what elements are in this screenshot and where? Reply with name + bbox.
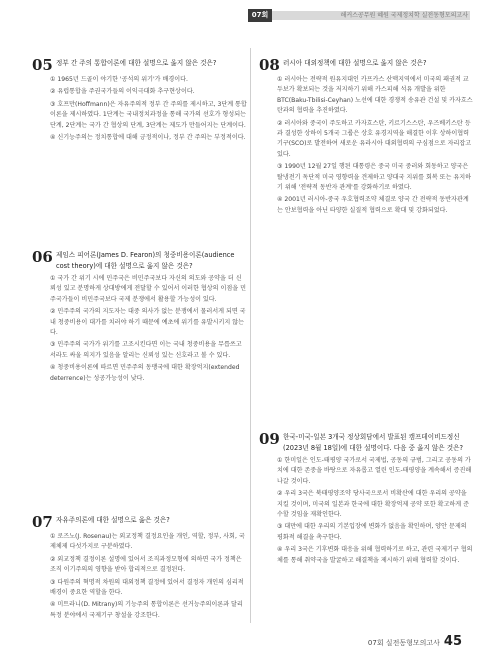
- option-3[interactable]: ③ 1990년 12월 27일 행된 대통령은 중국 미국 중러와 회동하고 양국은 탈냉전기 독단적 미국 영향력을 견제하고 양대국 지위를 회복 또는 유지하기 위해 '전략적 동반자 관계'를 강화하기로 하였다.: [277, 163, 472, 192]
- option-1[interactable]: ① 1965년 드골이 야기한 '공석의 위기'가 배경이다.: [50, 76, 188, 83]
- option-3[interactable]: ③ 대만에 대한 우리의 기본입장에 변화가 없음을 확인하며, 양안 문제의 평화적 해결을 촉구한다.: [277, 523, 467, 541]
- question-stem: 한국-미국-일본 3개국 정상회담에서 발표된 캠프데이비드정신(2023년 8월 18일)에 대한 설명이다. 다음 중 옳지 않은 것은?: [283, 433, 463, 452]
- page-footer: [368, 634, 462, 649]
- question-08: [259, 58, 474, 218]
- option-4[interactable]: ④ 우리 3국은 기후변화 대응을 위해 협력하기로 하고, 관련 국제기구 협의체를 통해 취약국을 발굴하고 해결책을 제시하기 위해 협력할 것이다.: [277, 546, 473, 564]
- question-stem: 제임스 피어론(James D. Fearon)의 청중비용이론(audience cost theory)에 대한 설명으로 옳지 않은 것은?: [56, 251, 235, 270]
- option-4[interactable]: ④ 미트라니(D. Mitrany)의 기능주의 통합이론은 선거능주의이론과 달리 특정 분야에서 국제기구 창설을 강조한다.: [50, 601, 243, 619]
- column-divider: [250, 48, 251, 623]
- question-number: 07: [32, 513, 53, 531]
- option-4[interactable]: ④ 2001년 러시아-중국 우호협력조약 체결로 양국 간 전략적 동반자관계는 안보협력을 아닌 타양한 실질적 협력으로 확대 및 강화되었다.: [277, 196, 469, 214]
- question-05: [32, 58, 247, 145]
- option-1[interactable]: ① 국가 간 위기 시에 민주국은 비민주국보다 자신의 의도와 공약을 더 신뢰성 있고 분명하게 상대방에게 전달할 수 있어서 이러한 협상의 이점을 민주국가들이 비민주국보다 국제 분쟁에서 활용할 가능성이 있다.: [50, 275, 246, 303]
- page-header: [0, 0, 500, 30]
- option-4[interactable]: ④ 신기능주의는 정치통합에 대해 긍정적이나, 정부 간 주의는 부정적이다.: [50, 134, 246, 142]
- question-stem: 자유주의론에 대한 설명으로 옳은 것은?: [56, 516, 170, 524]
- option-2[interactable]: ② 러시아와 중국이 주도하고 카자흐스탄, 키르기스스탄, 우즈베키스탄 등과 결성한 상하이 5개국 그룹은 상호 유경지역을 해결한 이후 상하이협력기구(SCO)로 발전하여 새로운 유라시아 대외협력의 구심점으로 자리잡고 있다.: [277, 119, 472, 158]
- option-3[interactable]: ③ 호프만(Hoffmann)은 자유주의적 정부 간 주의를 제시하고, 3단계 통합이론을 제시하였다. 1단계는 국내정치과정을 통해 국가의 선호가 형성되는 단계, 2단계는 국가 간 협상의 단계, 3단계는 제도가 만들어지는 단계이다.: [50, 100, 247, 129]
- page-number: 45: [443, 634, 462, 649]
- option-4[interactable]: ④ 청중비용이론에 따르면 민주주의 동맹국에 대한 확장억지(extended deterrence)는 성공가능성이 낮다.: [50, 364, 240, 382]
- round-badge: 07회: [248, 9, 272, 22]
- option-2[interactable]: ② 우리 3국은 북태평양조약 당사국으로서 비확산에 대한 우리의 공약을 지킬 것이며, 미국의 일본과 한국에 대한 확장억제 공약 또한 확고하게 준수할 것임을 재확인한다.: [277, 490, 470, 519]
- option-2[interactable]: ② 유럽통합을 주권국가들의 이익극대화 추구현상이다.: [50, 88, 195, 96]
- option-1[interactable]: ① 러시아는 전략적 원유지대인 카프카스 산맥지역에서 미국의 패권적 교두보가 확보되는 것을 저지하기 위해 카스피해 석유 개발을 위한 BTC(Baku-Tbilisi-Ceyhan) 노선에 대한 경쟁적 송유관 건설 및 카자흐스탄과의 협력을 추진하였다.: [277, 76, 473, 115]
- question-stem: 러시아 대외정책에 대한 설명으로 옳지 않은 것은?: [283, 59, 427, 67]
- option-1[interactable]: ① 로즈노(J. Rosenau)는 외교정책 결정요인을 개인, 역할, 정부, 사회, 국제체제 다섯가지로 구분하였다.: [50, 533, 245, 551]
- option-3[interactable]: ③ 다원주의 혁명적 차원의 대외정책 결정에 있어서 결정자 개인의 심리적 배경이 중요한 역할을 한다.: [50, 578, 244, 597]
- option-3[interactable]: ③ 민주주의 국가가 위기를 고조시킨다면 이는 국내 청중비용을 무릅쓰고서라도 싸울 의지가 있음을 알리는 신뢰성 있는 신호라고 볼 수 있다.: [50, 341, 242, 359]
- option-2[interactable]: ② 외교정책 결정이론 설명에 있어서 조직과정모형에 의하면 국가 정책은 조직 이기주의의 영향을 받아 합리적으로 결정된다.: [50, 555, 242, 574]
- question-number: 08: [259, 56, 280, 74]
- header-title: 해커스공무원 혜원 국제정치학 실전동형모의고사: [340, 12, 468, 19]
- question-09: [259, 432, 474, 568]
- question-06: [32, 250, 247, 386]
- question-07: [32, 515, 247, 623]
- option-1[interactable]: ① 한미일은 인도-태평양 국가로서 국제법, 공동의 규범, 그리고 공동의 가치에 대한 존중을 바탕으로 자유롭고 열린 인도-태평양을 계속해서 증진해 나갈 것이다.: [277, 457, 472, 485]
- question-number: 09: [259, 430, 280, 448]
- footer-label: 07회 실전동형모의고사: [367, 639, 440, 647]
- question-stem: 정부 간 주의 통합이론에 대한 설명으로 옳지 않은 것은?: [56, 59, 217, 67]
- question-number: 05: [32, 56, 53, 74]
- option-2[interactable]: ② 민주주의 국가의 지도자는 대중 의사가 없는 분쟁에서 물러서게 되면 국내 청중비용이 대가를 치러야 하기 때문에 예초에 위기를 유발시키지 않는다.: [50, 308, 246, 337]
- question-number: 06: [32, 248, 53, 266]
